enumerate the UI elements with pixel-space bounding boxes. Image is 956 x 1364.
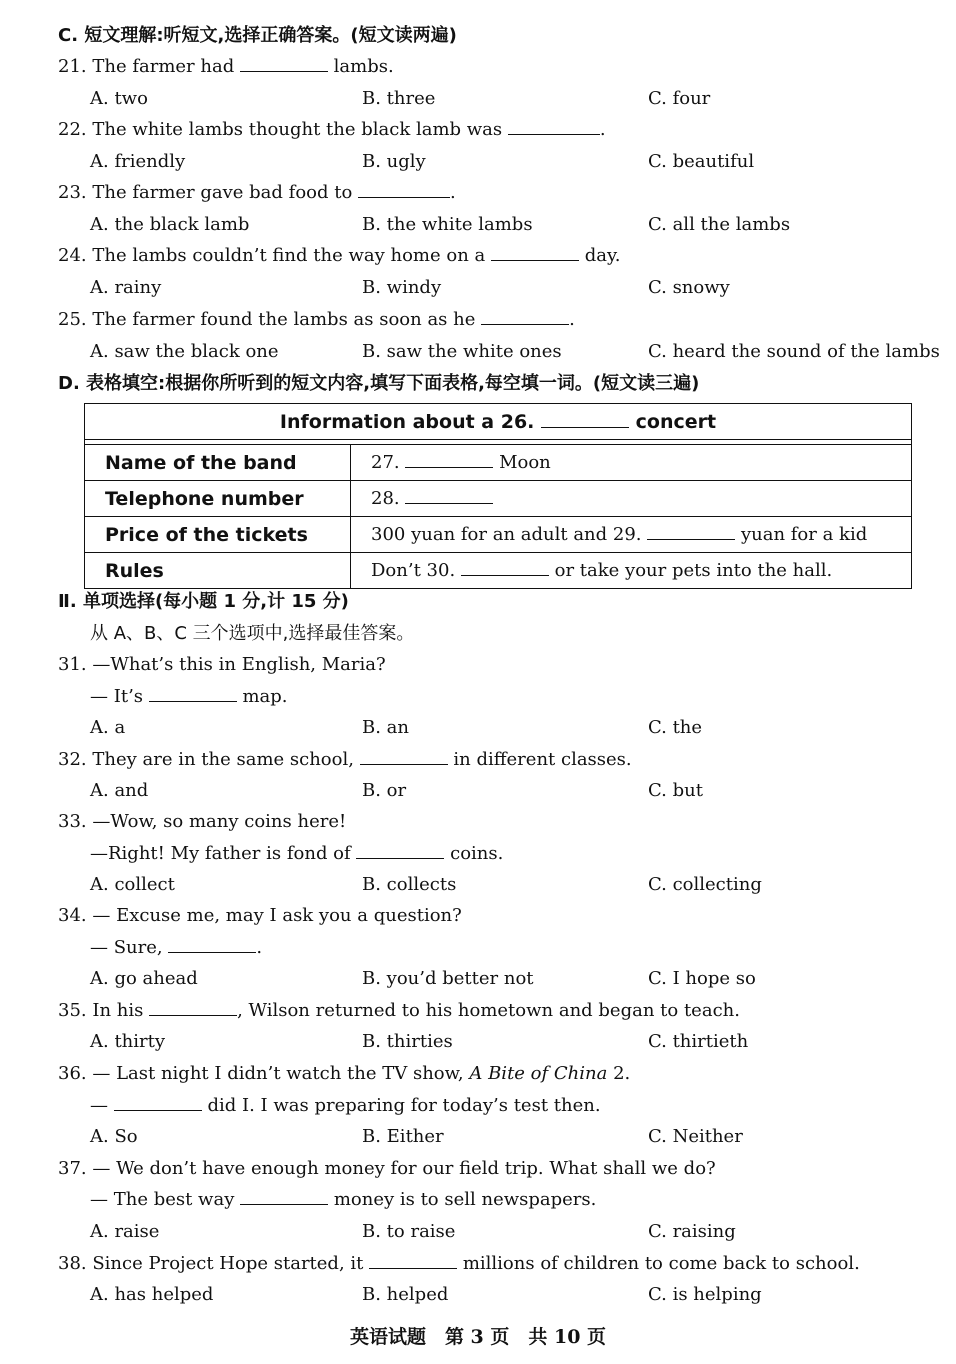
option-a[interactable]: A. the black lamb <box>90 214 250 235</box>
option-c[interactable]: C. Neither <box>648 1126 743 1147</box>
option-b[interactable]: B. ugly <box>362 151 426 172</box>
option-b[interactable]: B. windy <box>362 277 442 298</box>
option-a[interactable]: A. has helped <box>90 1284 214 1305</box>
option-b[interactable]: B. thirties <box>362 1031 453 1052</box>
question-31-reply: — It’s map. <box>90 686 288 707</box>
option-b[interactable]: B. you’d better not <box>362 968 534 989</box>
option-c[interactable]: C. I hope so <box>648 968 756 989</box>
option-b[interactable]: B. or <box>362 780 407 801</box>
option-a[interactable]: A. friendly <box>90 151 186 172</box>
question-23: 23. The farmer gave bad food to . <box>58 182 456 203</box>
table-row <box>85 517 912 553</box>
question-37-reply: — The best way money is to sell newspapers. <box>90 1189 597 1210</box>
option-a[interactable]: A. go ahead <box>90 968 198 989</box>
row-value: 27. Moon <box>351 445 912 481</box>
question-35: 35. In his , Wilson returned to his hometown and began to teach. <box>58 1000 740 1021</box>
option-c[interactable]: C. all the lambs <box>648 214 791 235</box>
option-c[interactable]: C. collecting <box>648 874 762 895</box>
question-25: 25. The farmer found the lambs as soon as he . <box>58 309 575 330</box>
answer-blank[interactable] <box>405 452 493 468</box>
option-c[interactable]: C. four <box>648 88 711 109</box>
answer-blank[interactable] <box>405 488 493 504</box>
option-b[interactable]: B. the white lambs <box>362 214 533 235</box>
row-label: Rules <box>85 553 351 589</box>
question-33: 33. —Wow, so many coins here! <box>58 811 347 832</box>
table-row <box>85 481 912 517</box>
option-a[interactable]: A. rainy <box>90 277 162 298</box>
table-title: Information about a 26. concert <box>85 404 912 440</box>
row-label: Price of the tickets <box>85 517 351 553</box>
option-c[interactable]: C. the <box>648 717 703 738</box>
question-34: 34. — Excuse me, may I ask you a question? <box>58 905 462 926</box>
answer-blank[interactable] <box>114 1095 202 1111</box>
answer-blank[interactable] <box>360 749 448 765</box>
question-36-reply: — did I. I was preparing for today’s test then. <box>90 1095 601 1116</box>
page-footer: 英语试题 第 3 页 共 10 页 <box>349 1326 607 1348</box>
answer-blank[interactable] <box>240 56 328 72</box>
option-b[interactable]: B. helped <box>362 1284 449 1305</box>
section-ii-instruction: 从 A、B、C 三个选项中,选择最佳答案。 <box>90 623 415 644</box>
option-c[interactable]: C. but <box>648 780 703 801</box>
row-value: 28. <box>351 481 912 517</box>
answer-blank[interactable] <box>240 1189 328 1205</box>
section-c-heading: C. 短文理解:听短文,选择正确答案。(短文读两遍) <box>58 25 457 46</box>
question-36: 36. — Last night I didn’t watch the TV show, A Bite of China 2. <box>58 1063 631 1084</box>
option-a[interactable]: A. thirty <box>90 1031 166 1052</box>
question-31: 31. —What’s this in English, Maria? <box>58 654 386 675</box>
answer-blank[interactable] <box>541 412 629 428</box>
option-b[interactable]: B. Either <box>362 1126 444 1147</box>
info-table <box>84 403 912 589</box>
show-title: A Bite of China <box>469 1063 608 1084</box>
answer-blank[interactable] <box>481 309 569 325</box>
option-b[interactable]: B. saw the white ones <box>362 341 562 362</box>
answer-blank[interactable] <box>369 1253 457 1269</box>
option-a[interactable]: A. two <box>90 88 148 109</box>
answer-blank[interactable] <box>508 119 600 135</box>
option-a[interactable]: A. collect <box>90 874 175 895</box>
option-b[interactable]: B. collects <box>362 874 457 895</box>
option-a[interactable]: A. saw the black one <box>90 341 279 362</box>
option-c[interactable]: C. snowy <box>648 277 730 298</box>
option-a[interactable]: A. a <box>90 717 126 738</box>
question-32: 32. They are in the same school, in different classes. <box>58 749 632 770</box>
option-a[interactable]: A. and <box>90 780 149 801</box>
option-b[interactable]: B. to raise <box>362 1221 456 1242</box>
section-ii-heading: Ⅱ. 单项选择(每小题 1 分,计 15 分) <box>58 591 349 612</box>
option-b[interactable]: B. three <box>362 88 436 109</box>
question-21: 21. The farmer had lambs. <box>58 56 394 77</box>
answer-blank[interactable] <box>168 937 256 953</box>
answer-blank[interactable] <box>149 1000 237 1016</box>
question-38: 38. Since Project Hope started, it millions of children to come back to school. <box>58 1253 860 1274</box>
row-value: 300 yuan for an adult and 29. yuan for a kid <box>351 517 912 553</box>
option-b[interactable]: B. an <box>362 717 409 738</box>
option-c[interactable]: C. is helping <box>648 1284 762 1305</box>
row-label: Telephone number <box>85 481 351 517</box>
answer-blank[interactable] <box>647 524 735 540</box>
question-37: 37. — We don’t have enough money for our field trip. What shall we do? <box>58 1158 716 1179</box>
option-c[interactable]: C. thirtieth <box>648 1031 749 1052</box>
row-label: Name of the band <box>85 445 351 481</box>
answer-blank[interactable] <box>356 843 444 859</box>
answer-blank[interactable] <box>491 245 579 261</box>
option-c[interactable]: C. heard the sound of the lambs <box>648 341 940 362</box>
table-row <box>85 445 912 481</box>
answer-blank[interactable] <box>358 182 450 198</box>
option-c[interactable]: C. beautiful <box>648 151 755 172</box>
question-24: 24. The lambs couldn’t find the way home on a day. <box>58 245 621 266</box>
answer-blank[interactable] <box>149 686 237 702</box>
option-a[interactable]: A. So <box>90 1126 138 1147</box>
question-33-reply: —Right! My father is fond of coins. <box>90 843 504 864</box>
answer-blank[interactable] <box>461 560 549 576</box>
question-34-reply: — Sure, . <box>90 937 263 958</box>
row-value: Don’t 30. or take your pets into the hall. <box>351 553 912 589</box>
table-row <box>85 553 912 589</box>
option-c[interactable]: C. raising <box>648 1221 736 1242</box>
section-d-heading: D. 表格填空:根据你所听到的短文内容,填写下面表格,每空填一词。(短文读三遍) <box>58 373 700 394</box>
option-a[interactable]: A. raise <box>90 1221 160 1242</box>
question-22: 22. The white lambs thought the black lamb was . <box>58 119 606 140</box>
